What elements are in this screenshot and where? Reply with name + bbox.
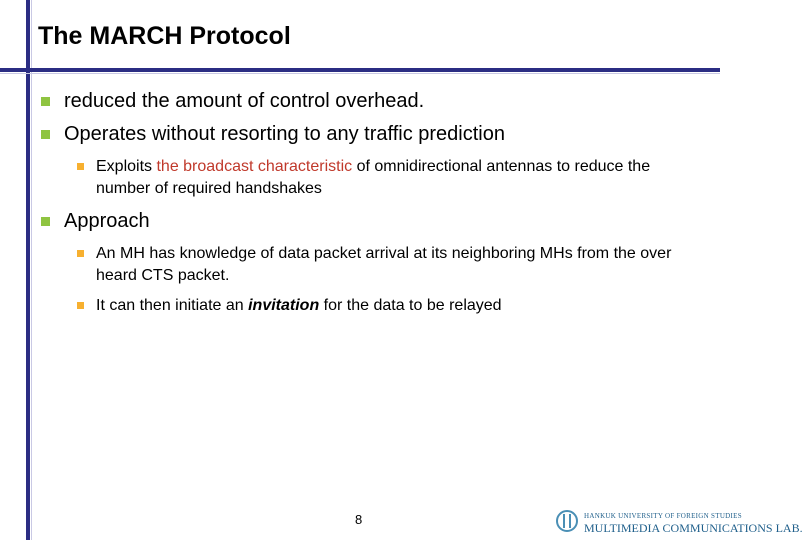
bullet-square-icon: [41, 217, 50, 226]
page-number: 8: [355, 512, 363, 527]
highlighted-phrase: the broadcast characteristic: [156, 158, 353, 175]
lab-name: MULTIMEDIA COMMUNICATIONS LAB.: [584, 521, 803, 535]
sub-bullet-suffix: for the data to be relayed: [319, 297, 502, 314]
bullet-square-icon: [41, 130, 50, 139]
bullet-square-icon: [41, 97, 50, 106]
sub-bullet-square-icon: [77, 302, 84, 309]
bullet-text: reduced the amount of control overhead.: [64, 90, 425, 112]
bullet-text: Operates without resorting to any traffic prediction: [64, 123, 505, 145]
frame-vertical-bar: [26, 0, 30, 540]
slide-title: The MARCH Protocol: [38, 22, 291, 50]
frame-vertical-line: [31, 0, 32, 540]
sub-bullet-text: An MH has knowledge of data packet arrival at its neighboring MHs from the over heard CTS packet.: [96, 245, 672, 284]
sub-bullet-prefix: It can then initiate an: [96, 297, 249, 314]
sub-bullet-suffix: of omnidirectional antennas to reduce the number of required handshakes: [96, 158, 651, 197]
sub-bullet-text: [96, 295, 696, 317]
sub-bullet-square-icon: [77, 250, 84, 257]
frame-horizontal-bar: [0, 68, 720, 72]
bullet-text: Approach: [64, 210, 150, 232]
emphasized-word: invitation: [248, 297, 320, 314]
sub-bullet-square-icon: [77, 163, 84, 170]
sub-bullet-text: [96, 156, 696, 200]
university-logo-icon: [556, 510, 578, 532]
frame-horizontal-line: [0, 73, 720, 74]
sub-bullet-prefix: Exploits: [96, 158, 157, 175]
university-name: HANKUK UNIVERSITY OF FOREIGN STUDIES: [584, 512, 742, 520]
